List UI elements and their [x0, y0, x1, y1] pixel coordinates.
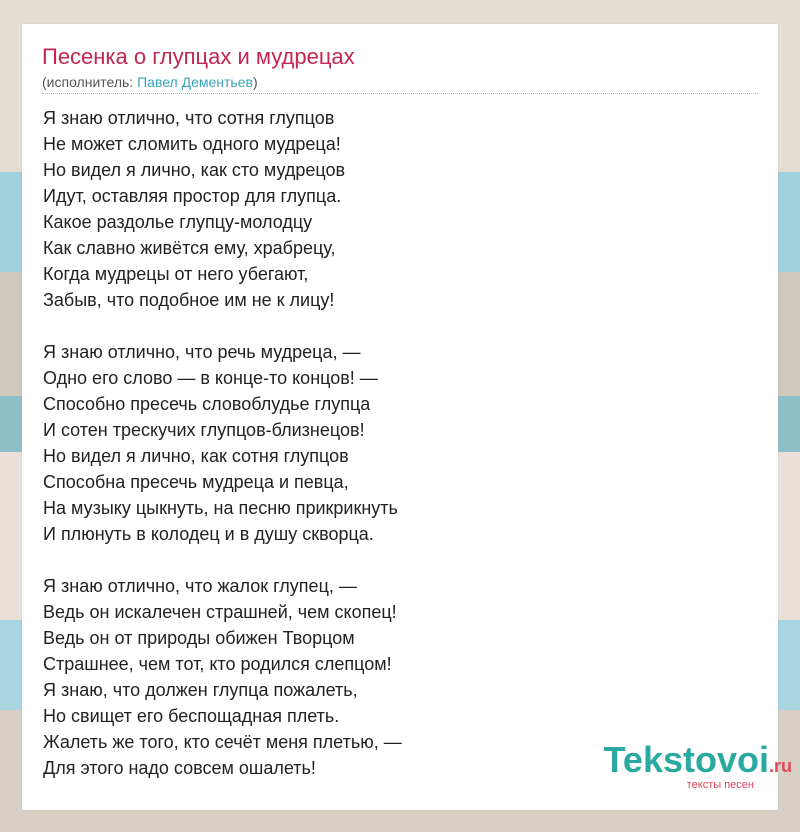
- lyric-line: И сотен трескучих глупцов-близнецов!: [43, 420, 365, 440]
- stanza-gap: [43, 313, 402, 339]
- lyric-line: Я знаю отлично, что сотня глупцов: [43, 108, 335, 128]
- stanza-gap: [43, 547, 402, 573]
- artist-link[interactable]: Павел Дементьев: [137, 74, 253, 90]
- logo-name: Tekstovoi: [603, 739, 769, 780]
- byline-prefix: (исполнитель:: [42, 74, 138, 90]
- lyric-line: Ведь он искалечен страшней, чем скопец!: [43, 602, 397, 622]
- lyric-line: Я знаю отлично, что речь мудреца, —: [43, 342, 361, 362]
- lyrics-text: [43, 105, 402, 781]
- song-title: Песенка о глупцах и мудрецах: [42, 44, 355, 69]
- lyric-line: Способно пресечь словоблудье глупца: [43, 394, 371, 414]
- lyric-line: Я знаю отлично, что жалок глупец, —: [43, 576, 357, 596]
- lyric-line: И плюнуть в колодец и в душу скворца.: [43, 524, 374, 544]
- lyric-line: Способна пресечь мудреца и певца,: [43, 472, 349, 492]
- lyric-line: Забыв, что подобное им не к лицу!: [43, 290, 335, 310]
- lyric-line: Какое раздолье глупцу-молодцу: [43, 212, 313, 232]
- lyric-line: Не может сломить одного мудреца!: [43, 134, 341, 154]
- lyric-line: Я знаю, что должен глупца пожалеть,: [43, 680, 358, 700]
- lyric-line: Ведь он от природы обижен Творцом: [43, 628, 355, 648]
- byline-suffix: ): [252, 74, 258, 90]
- lyric-line: Страшнее, чем тот, кто родился слепцом!: [43, 654, 392, 674]
- lyric-line: Для этого надо совсем ошалеть!: [43, 758, 316, 778]
- lyric-line: Но свищет его беспощадная плеть.: [43, 706, 340, 726]
- lyric-line: Идут, оставляя простор для глупца.: [43, 186, 342, 206]
- site-logo[interactable]: [604, 741, 792, 791]
- lyric-line: На музыку цыкнуть, на песню прикрикнуть: [43, 498, 398, 518]
- lyric-line: Но видел я лично, как сотня глупцов: [43, 446, 349, 466]
- lyric-line: Когда мудрецы от него убегают,: [43, 264, 309, 284]
- song-byline: [42, 74, 258, 90]
- lyric-line: Одно его слово — в конце-то концов! —: [43, 368, 378, 388]
- logo-tagline: тексты песен: [686, 779, 754, 791]
- lyrics-card: [22, 24, 778, 810]
- lyric-line: Как славно живётся ему, храбрецу,: [43, 238, 336, 258]
- lyric-line: Но видел я лично, как сто мудрецов: [43, 160, 346, 180]
- lyric-line: Жалеть же того, кто сечёт меня плетью, —: [43, 732, 402, 752]
- divider: [42, 93, 758, 94]
- logo-tld: .ru: [768, 756, 792, 776]
